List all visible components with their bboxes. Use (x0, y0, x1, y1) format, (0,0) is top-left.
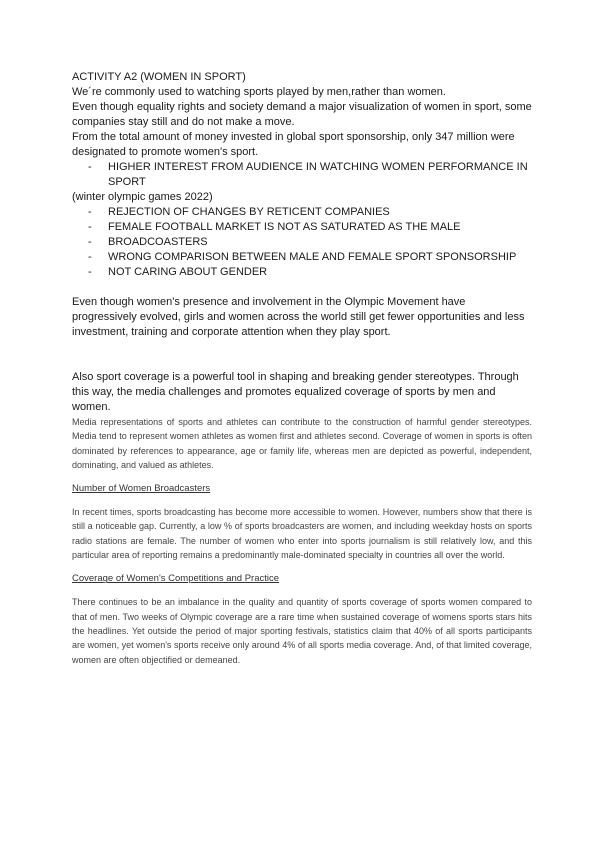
list-item-text: HIGHER INTEREST FROM AUDIENCE IN WATCHING WOMEN PERFORMANCE IN SPORT (108, 161, 528, 188)
intro-line-1: We´re commonly used to watching sports played by men,rather than women. (72, 86, 446, 98)
dash-bullet: - (88, 236, 92, 248)
dash-bullet: - (88, 206, 92, 218)
list-item (72, 265, 532, 280)
list-item (72, 220, 532, 235)
dash-bullet: - (88, 161, 92, 173)
section-heading-broadcasters: Number of Women Broadcasters (72, 483, 211, 495)
list-item-text: REJECTION OF CHANGES BY RETICENT COMPANIES (108, 206, 390, 218)
intro-line-3: From the total amount of money invested in global sport sponsorship, only 347 million were designated to promote women's sport. (72, 131, 515, 158)
media-paragraph: Media representations of sports and athletes can contribute to the construction of harmful gender stereotypes. Media tend to represent women athletes as women first and athletes second. Coverage of women in sports is often dominated by references to appearance, age or family life, whereas men are depicted as powerful, independent, dominating, and valued as athletes. (72, 417, 532, 470)
section-body-coverage: There continues to be an imbalance in the quality and quantity of sports coverage of sports women compared to that of men. Two weeks of Olympic coverage are a rare time when sustained coverage of womens sports stars hits the headlines. Yet outside the period of major sporting festivals, statistics claim that 40% of all sports participants are women, yet women's sports receive only around 4% of all sports media coverage. And, of that limited coverage, women are often objectified or demeaned. (72, 597, 532, 665)
list-item-text: FEMALE FOOTBALL MARKET IS NOT AS SATURATED AS THE MALE (108, 221, 461, 233)
olympic-paragraph: Even though women's presence and involvement in the Olympic Movement have progressively evolved, girls and women across the world still get fewer opportunities and less investment, training and corporate attention when they play sport. (72, 296, 525, 338)
winter-note: (winter olympic games 2022) (72, 191, 213, 203)
reasons-list-second (72, 205, 532, 280)
section-heading-coverage: Coverage of Women's Competitions and Practice (72, 573, 280, 585)
dash-bullet: - (88, 266, 92, 278)
list-item (72, 205, 532, 220)
document-page (72, 70, 532, 667)
dash-bullet: - (88, 251, 92, 263)
reasons-list-first (72, 160, 532, 190)
list-item-text: WRONG COMPARISON BETWEEN MALE AND FEMALE SPORT SPONSORSHIP (108, 251, 517, 263)
list-item-text: NOT CARING ABOUT GENDER (108, 266, 268, 278)
dash-bullet: - (88, 221, 92, 233)
list-item (72, 235, 532, 250)
list-item (72, 250, 532, 265)
list-item (72, 160, 532, 190)
list-item-text: BROADCOASTERS (108, 236, 208, 248)
document-title: ACTIVITY A2 (WOMEN IN SPORT) (72, 71, 246, 83)
intro-line-2: Even though equality rights and society demand a major visualization of women in sport, some companies stay still and do not make a move. (72, 101, 532, 128)
section-body-broadcasters: In recent times, sports broadcasting has become more accessible to women. However, numbers show that there is still a noticeable gap. Currently, a low % of sports broadcasters are women, and including weekday hosts on sports radio stations are female. The number of women who enter into sports journalism is still relatively low, and this particular area of reporting remains a predominantly male-dominated specialty in countries all over the world. (72, 507, 532, 561)
coverage-paragraph: Also sport coverage is a powerful tool in shaping and breaking gender stereotypes. Through this way, the media challenges and promotes equalized coverage of sports by men and women. (72, 371, 519, 413)
